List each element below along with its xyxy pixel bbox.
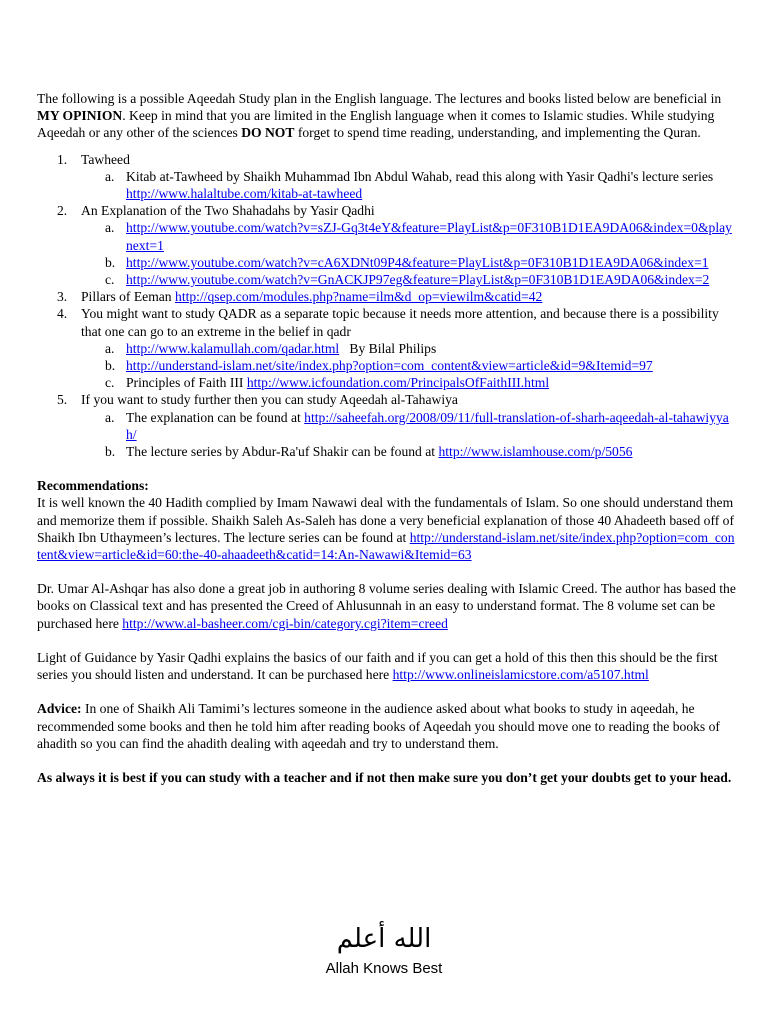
- advice-label: Advice:: [37, 701, 82, 717]
- ashqar-text: Dr. Umar Al-Ashqar has also done a great job in authoring 8 volume series dealing with Islamic Creed. The author has based the books on Classical text and has presented the Creed of Ahlusunnah in an easy to understand format. The 8 volume set can be purchased here: [37, 581, 736, 631]
- list-number: 2.: [57, 203, 68, 219]
- sub-item-text: Principles of Faith III: [126, 375, 247, 391]
- sub-item-letter: b.: [105, 444, 116, 460]
- sub-item-2c: [37, 271, 737, 288]
- sub-item-letter: c.: [105, 272, 115, 288]
- sub-item-text: Kitab at-Tawheed by Shaikh Muhammad Ibn Abdul Wahab, read this along with Yasir Qadhi's lecture series: [126, 168, 714, 184]
- study-plan-list: [37, 151, 737, 461]
- intro-paragraph: [37, 90, 737, 142]
- allah-knows-best-caption: Allah Knows Best: [325, 960, 443, 977]
- arabic-calligraphy: الله أعلم: [336, 924, 432, 954]
- sub-item-4b: [37, 357, 737, 374]
- list-item-title: Pillars of Eeman: [81, 289, 176, 305]
- advice-text: In one of Shaikh Ali Tamimi’s lectures someone in the audience asked about what books to study in aqeedah, he recommended some books and then he told him after reading books of Aqeedah you should move one to reading the books of ahadith so you can find the ahadith dealing with aqeedah and try to understand them.: [37, 701, 720, 751]
- sub-item-2b: [37, 254, 737, 271]
- closing-bold-paragraph: [37, 769, 737, 786]
- list-item-title: If you want to study further then you can study Aqeedah al-Tahawiya: [81, 392, 458, 408]
- light-of-guidance-paragraph: [37, 649, 737, 683]
- youtube-link-3[interactable]: http://www.youtube.com/watch?v=GnACKJP97eg&feature=PlayList&p=0F310B1D1EA9DA06&index=2: [126, 272, 710, 288]
- document-body: [37, 90, 737, 786]
- sub-item-text: The explanation can be found at: [126, 409, 305, 425]
- list-item-5: [37, 391, 737, 408]
- sub-item-letter: a.: [105, 220, 115, 236]
- intro-text-3: forget to spend time reading, understanding, and implementing the Quran.: [294, 125, 701, 141]
- recommendations-heading: Recommendations:: [37, 478, 149, 494]
- sub-item-2a: [37, 219, 737, 253]
- onlineislamicstore-link[interactable]: http://www.onlineislamicstore.com/a5107.html: [392, 667, 649, 683]
- sub-item-5a: [37, 409, 737, 443]
- youtube-link-1[interactable]: http://www.youtube.com/watch?v=sZJ-Gq3t4eY&feature=PlayList&p=0F310B1D1EA9DA06&index=0&playnext=1: [126, 220, 732, 253]
- sub-item-letter: a.: [105, 168, 115, 184]
- sub-item-4c: [37, 374, 737, 391]
- advice-paragraph: [37, 700, 737, 752]
- list-number: 3.: [57, 289, 68, 305]
- understand-islam-link[interactable]: http://understand-islam.net/site/index.php?option=com_content&view=article&id=9&Itemid=97: [126, 358, 653, 374]
- sub-item-letter: a.: [105, 409, 115, 425]
- list-item-3: [37, 288, 737, 305]
- ashqar-paragraph: [37, 580, 737, 632]
- qsep-link[interactable]: http://qsep.com/modules.php?name=ilm&d_op=viewilm&catid=42: [175, 289, 543, 305]
- list-item-title: You might want to study QADR as a separate topic because it needs more attention, and because there is a possibility that one can go to an extreme in the belief in qadr: [81, 306, 719, 339]
- list-item-title: Tawheed: [81, 151, 130, 167]
- closing-bold-text: As always it is best if you can study with a teacher and if not then make sure you don’t get your doubts get to your head.: [37, 769, 732, 785]
- sub-item-letter: b.: [105, 358, 116, 374]
- list-item-4: [37, 305, 737, 339]
- al-basheer-link[interactable]: http://www.al-basheer.com/cgi-bin/category.cgi?item=creed: [122, 615, 448, 631]
- sub-item-5b: [37, 443, 737, 460]
- halaltube-link[interactable]: http://www.halaltube.com/kitab-at-tawheed: [126, 186, 363, 202]
- sub-item-text: The lecture series by Abdur-Ra'uf Shakir can be found at: [126, 444, 439, 460]
- intro-bold-do-not: DO NOT: [241, 125, 295, 141]
- list-number: 5.: [57, 392, 68, 408]
- sub-item-1a: [37, 168, 737, 202]
- recommendations-text-1: It is well known the 40 Hadith complied by Imam Nawawi deal with the fundamentals of Islam. So one should understand them and memorize them if possible. Shaikh Saleh As-Saleh has done a very beneficial explanation of those 40 Ahadeeth based off of Shaikh Ibn Uthaymeen’s lectures. The lecture series can be found at: [37, 495, 734, 545]
- sub-item-4a: [37, 340, 737, 357]
- islamhouse-link[interactable]: http://www.islamhouse.com/p/5056: [438, 444, 633, 460]
- sub-item-letter: c.: [105, 375, 115, 391]
- intro-bold-opinion: MY OPINION: [37, 108, 123, 124]
- list-item-title: An Explanation of the Two Shahadahs by Yasir Qadhi: [81, 203, 375, 219]
- saheefah-link[interactable]: http://saheefah.org/2008/09/11/full-translation-of-sharh-aqeedah-al-tahawiyyah/: [126, 409, 729, 442]
- list-item-2: [37, 202, 737, 219]
- list-number: 1.: [57, 151, 68, 167]
- kalamullah-link[interactable]: http://www.kalamullah.com/qadar.html: [126, 340, 340, 356]
- closing-signature: [0, 922, 768, 978]
- intro-text-1: The following is a possible Aqeedah Study plan in the English language. The lectures and books listed below are beneficial in: [37, 91, 722, 106]
- intro-text-2: . Keep in mind that you are limited in the English language when it comes to Islamic studies. While studying Aqeedah or any other of the sciences: [37, 108, 715, 141]
- recommendations-paragraph: [37, 477, 737, 563]
- sub-item-text: By Bilal Philips: [339, 340, 437, 356]
- list-number: 4.: [57, 306, 68, 322]
- sub-item-letter: b.: [105, 254, 116, 270]
- list-item-1: [37, 151, 737, 168]
- nawawi-link[interactable]: http://understand-islam.net/site/index.php?option=com_content&view=article&id=60:the-40-ahaadeeth&catid=14:An-Nawawi&Itemid=63: [37, 529, 735, 563]
- light-of-guidance-text: Light of Guidance by Yasir Qadhi explains the basics of our faith and if you can get a hold of this then this should be the first series you should listen and understand. It can be purchased here: [37, 649, 718, 683]
- youtube-link-2[interactable]: http://www.youtube.com/watch?v=cA6XDNt09P4&feature=PlayList&p=0F310B1D1EA9DA06&index=1: [126, 254, 709, 270]
- sub-item-letter: a.: [105, 340, 115, 356]
- icfoundation-link[interactable]: http://www.icfoundation.com/PrincipalsOfFaithIII.html: [246, 375, 550, 391]
